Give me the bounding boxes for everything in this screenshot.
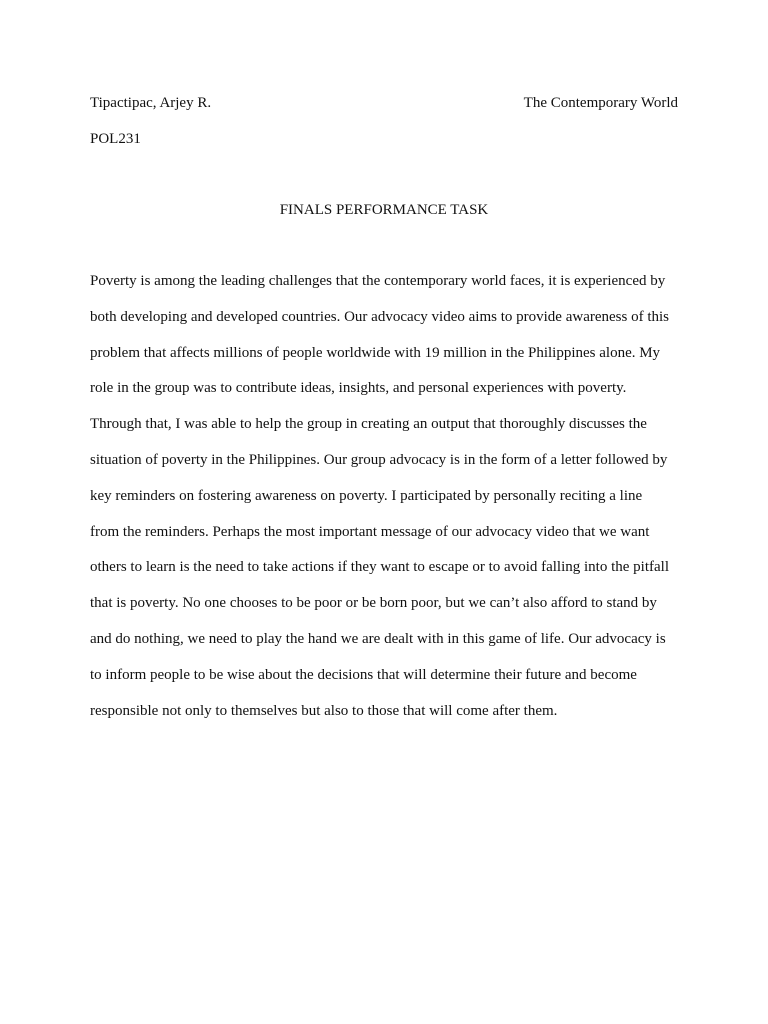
paragraph-line: and do nothing, we need to play the hand we are dealt with in this game of life. Our advocacy is	[90, 630, 666, 647]
course-code: POL231	[90, 131, 141, 147]
paragraph-line: problem that affects millions of people worldwide with 19 million in the Philippines alone. My	[90, 344, 661, 361]
paragraph-line: Poverty is among the leading challenges that the contemporary world faces, it is experienced by	[90, 273, 666, 289]
paragraph-line: key reminders on fostering awareness on poverty. I participated by personally reciting a line	[90, 487, 643, 504]
course-name: The Contemporary World	[523, 95, 678, 111]
paragraph-line: responsible not only to themselves but also to those that will come after them.	[90, 702, 558, 719]
paragraph-line: to inform people to be wise about the decisions that will determine their future and become	[90, 666, 637, 683]
paragraph-line: that is poverty. No one chooses to be poor or be born poor, but we can’t also afford to stand by	[90, 595, 657, 612]
paragraph-line: role in the group was to contribute ideas, insights, and personal experiences with poverty.	[90, 380, 627, 397]
paragraph-line: from the reminders. Perhaps the most important message of our advocacy video that we want	[90, 523, 650, 540]
paragraph-line: others to learn is the need to take actions if they want to escape or to avoid falling into the pitfall	[90, 559, 669, 576]
document-header	[90, 93, 678, 113]
paragraph-line: both developing and developed countries. Our advocacy video aims to provide awareness of this	[90, 308, 670, 325]
author-name: Tipactipac, Arjey R.	[90, 95, 212, 111]
body-paragraph	[90, 271, 690, 736]
paragraph-line: situation of poverty in the Philippines. Our group advocacy is in the form of a letter followed by	[90, 451, 668, 468]
paragraph-line: Through that, I was able to help the group in creating an output that thoroughly discusses the	[90, 416, 647, 433]
document-title: FINALS PERFORMANCE TASK	[279, 202, 489, 218]
